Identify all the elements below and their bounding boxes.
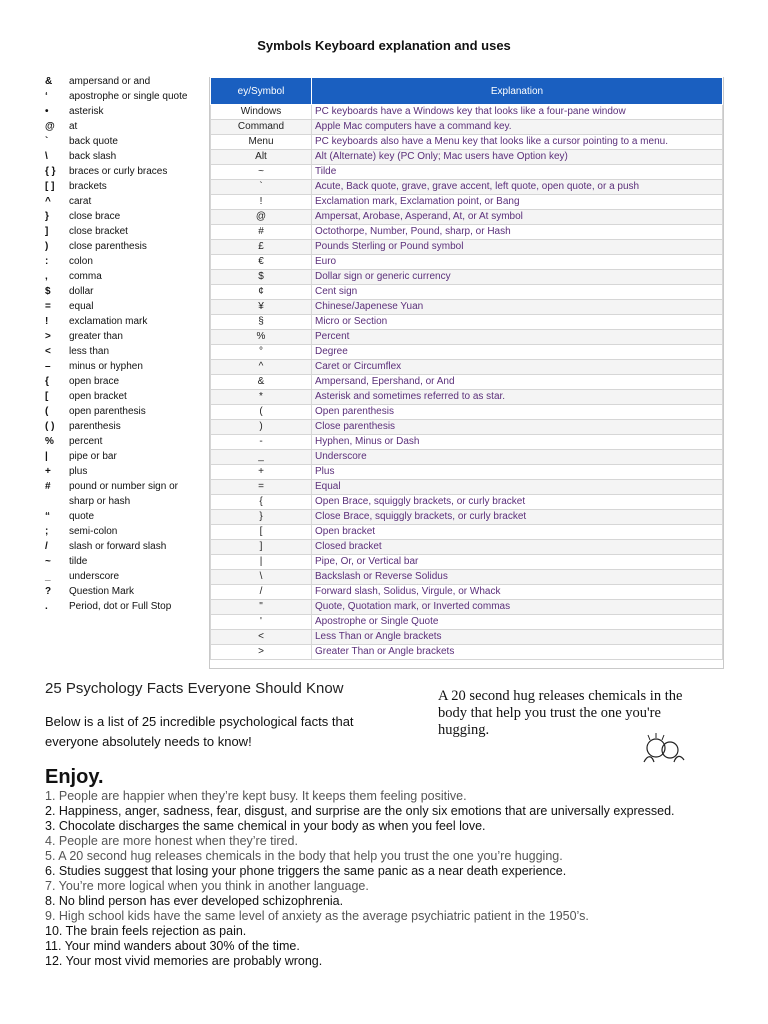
explanation-cell: Open Brace, squiggly brackets, or curly bracket (312, 495, 723, 510)
symbol-list-item (45, 119, 205, 134)
explanation-cell: Alt (Alternate) key (PC Only; Mac users have Option key) (312, 150, 723, 165)
explanation-cell: Percent (312, 330, 723, 345)
symbol-description: open brace (69, 376, 120, 387)
symbol-description: percent (69, 436, 103, 447)
key-cell: \ (211, 570, 312, 585)
key-cell: " (211, 600, 312, 615)
symbol-char: & (45, 76, 53, 87)
symbol-char: ] (45, 226, 49, 237)
symbol-list-item (45, 179, 205, 194)
key-cell: - (211, 435, 312, 450)
symbol-list-item (45, 329, 205, 344)
explanation-cell: Open bracket (312, 525, 723, 540)
symbol-char: @ (45, 121, 55, 132)
symbol-list-item (45, 479, 205, 509)
symbol-description: close bracket (69, 226, 128, 237)
symbol-char: , (45, 271, 48, 282)
symbol-description: minus or hyphen (69, 361, 143, 372)
key-cell: < (211, 630, 312, 645)
table-row (211, 195, 723, 210)
symbol-list-item (45, 89, 205, 104)
symbol-list-item (45, 134, 205, 149)
symbol-list-item (45, 434, 205, 449)
explanation-cell: PC keyboards have a Windows key that looks like a four-pane window (312, 105, 723, 120)
symbol-list-item (45, 299, 205, 314)
symbol-description: tilde (69, 556, 88, 567)
table-row (211, 495, 723, 510)
table-row (211, 645, 723, 660)
table-row (211, 525, 723, 540)
table-row (211, 540, 723, 555)
symbol-char: ( ) (45, 421, 55, 432)
fact-item: 2. Happiness, anger, sadness, fear, disgust, and surprise are the only six emotions that are universally expressed. (45, 804, 675, 818)
table-row (211, 405, 723, 420)
symbol-char: [ ] (45, 181, 55, 192)
explanation-cell: Closed bracket (312, 540, 723, 555)
table-row (211, 270, 723, 285)
symbol-char: ‘ (45, 91, 48, 102)
explanation-cell: Plus (312, 465, 723, 480)
table-row (211, 510, 723, 525)
symbol-description: plus (69, 466, 88, 477)
key-cell: ^ (211, 360, 312, 375)
table-row (211, 225, 723, 240)
key-cell: $ (211, 270, 312, 285)
symbol-char: ` (45, 136, 49, 147)
key-cell: | (211, 555, 312, 570)
key-cell: ¢ (211, 285, 312, 300)
symbol-list-item (45, 599, 205, 614)
key-cell: ] (211, 540, 312, 555)
keyboard-symbol-table (210, 77, 723, 660)
fact-item: 7. You’re more logical when you think in another language. (45, 879, 369, 893)
symbol-description: exclamation mark (69, 316, 148, 327)
symbol-description: pipe or bar (69, 451, 117, 462)
table-row (211, 105, 723, 120)
explanation-cell: Pounds Sterling or Pound symbol (312, 240, 723, 255)
symbol-description: ampersand or and (69, 76, 151, 87)
key-cell: _ (211, 450, 312, 465)
symbol-description: greater than (69, 331, 123, 342)
explanation-cell: Octothorpe, Number, Pound, sharp, or Hash (312, 225, 723, 240)
symbol-list-item (45, 464, 205, 479)
explanation-cell: PC keyboards also have a Menu key that looks like a cursor pointing to a menu. (312, 135, 723, 150)
explanation-cell: Forward slash, Solidus, Virgule, or Whack (312, 585, 723, 600)
fact-item: 10. The brain feels rejection as pain. (45, 924, 247, 938)
table-row (211, 420, 723, 435)
symbol-list-item (45, 539, 205, 554)
table-row (211, 120, 723, 135)
explanation-cell: Close Brace, squiggly brackets, or curly bracket (312, 510, 723, 525)
symbol-char: ) (45, 241, 49, 252)
explanation-cell: Ampersand, Epershand, or And (312, 375, 723, 390)
symbol-list-item (45, 164, 205, 179)
key-cell: / (211, 585, 312, 600)
symbol-list-item (45, 104, 205, 119)
symbol-char: : (45, 256, 49, 267)
table-row (211, 570, 723, 585)
symbol-char: \ (45, 151, 48, 162)
symbol-char: { (45, 376, 49, 387)
symbol-list-item (45, 389, 205, 404)
symbol-list-item (45, 509, 205, 524)
key-cell: # (211, 225, 312, 240)
page-title: Symbols Keyboard explanation and uses (257, 38, 511, 53)
symbol-char: “ (45, 511, 50, 522)
key-cell: ' (211, 615, 312, 630)
hug-image-caption: A 20 second hug releases chemicals in the body that help you trust the one you're hugging. (438, 688, 683, 738)
key-cell: § (211, 315, 312, 330)
symbol-list-item (45, 194, 205, 209)
explanation-cell: Equal (312, 480, 723, 495)
symbol-list-item (45, 344, 205, 359)
symbol-description: braces or curly braces (69, 166, 168, 177)
symbol-list-item (45, 149, 205, 164)
explanation-cell: Apostrophe or Single Quote (312, 615, 723, 630)
key-cell: % (211, 330, 312, 345)
key-cell: Alt (211, 150, 312, 165)
fact-item: 1. People are happier when they’re kept busy. It keeps them feeling positive. (45, 789, 467, 803)
symbol-list-item (45, 239, 205, 254)
psychology-intro: Below is a list of 25 incredible psychological facts that everyone absolutely needs to know! (45, 714, 354, 749)
explanation-cell: Quote, Quotation mark, or Inverted commas (312, 600, 723, 615)
table-row (211, 630, 723, 645)
explanation-cell: Ampersat, Arobase, Asperand, At, or At symbol (312, 210, 723, 225)
fact-item: 9. High school kids have the same level of anxiety as the average psychiatric patient in the 1950’s. (45, 909, 589, 923)
key-cell: ° (211, 345, 312, 360)
hug-drawing-icon (636, 732, 688, 766)
fact-item: 5. A 20 second hug releases chemicals in the body that help you trust the one you’re hugging. (45, 849, 563, 863)
key-cell: * (211, 390, 312, 405)
symbol-char: _ (45, 571, 51, 582)
symbol-list-item (45, 419, 205, 434)
symbol-char: – (45, 361, 51, 372)
explanation-cell: Close parenthesis (312, 420, 723, 435)
key-cell: Command (211, 120, 312, 135)
explanation-cell: Tilde (312, 165, 723, 180)
keyboard-table-container (209, 77, 724, 669)
hug-image (438, 688, 688, 768)
symbol-list-item (45, 254, 205, 269)
key-cell: } (211, 510, 312, 525)
key-cell: € (211, 255, 312, 270)
enjoy-heading: Enjoy. (45, 766, 104, 788)
symbol-description: close brace (69, 211, 121, 222)
key-cell: ` (211, 180, 312, 195)
key-cell: ) (211, 420, 312, 435)
symbol-list-item (45, 314, 205, 329)
symbol-list-item (45, 374, 205, 389)
symbol-char: + (45, 466, 51, 477)
explanation-cell: Euro (312, 255, 723, 270)
table-row (211, 360, 723, 375)
symbol-description: brackets (69, 181, 107, 192)
symbol-char: } (45, 211, 49, 222)
fact-item: 8. No blind person has ever developed schizophrenia. (45, 894, 344, 908)
table-row (211, 255, 723, 270)
key-cell: ¥ (211, 300, 312, 315)
symbol-list-item (45, 554, 205, 569)
table-row (211, 165, 723, 180)
table-row (211, 315, 723, 330)
key-cell: = (211, 480, 312, 495)
symbol-description: asterisk (69, 106, 104, 117)
table-row (211, 180, 723, 195)
table-row (211, 375, 723, 390)
explanation-cell: Less Than or Angle brackets (312, 630, 723, 645)
fact-item: 6. Studies suggest that losing your phone triggers the same panic as a near death experience. (45, 864, 567, 878)
key-cell: £ (211, 240, 312, 255)
symbol-description: slash or forward slash (69, 541, 167, 552)
explanation-cell: Dollar sign or generic currency (312, 270, 723, 285)
symbol-description: parenthesis (69, 421, 121, 432)
symbol-char: { } (45, 166, 56, 177)
symbol-description: colon (69, 256, 93, 267)
symbol-list-item (45, 569, 205, 584)
symbol-list-item (45, 284, 205, 299)
symbol-list-item (45, 224, 205, 239)
table-row (211, 285, 723, 300)
symbol-description: Period, dot or Full Stop (69, 601, 172, 612)
explanation-cell: Cent sign (312, 285, 723, 300)
symbol-char: % (45, 436, 54, 447)
key-cell: > (211, 645, 312, 660)
table-row (211, 210, 723, 225)
symbol-char: $ (45, 286, 51, 297)
table-row (211, 435, 723, 450)
explanation-cell: Open parenthesis (312, 405, 723, 420)
table-row (211, 465, 723, 480)
symbol-description: carat (69, 196, 92, 207)
symbol-list-item (45, 404, 205, 419)
symbol-char: ( (45, 406, 49, 417)
table-row (211, 135, 723, 150)
key-cell: @ (211, 210, 312, 225)
symbol-list-item (45, 209, 205, 224)
psychology-heading: 25 Psychology Facts Everyone Should Know (45, 680, 344, 697)
fact-item: 12. Your most vivid memories are probably wrong. (45, 954, 323, 968)
key-cell: Menu (211, 135, 312, 150)
symbol-list (45, 74, 205, 614)
table-row (211, 480, 723, 495)
key-cell: + (211, 465, 312, 480)
symbol-char: # (45, 481, 51, 492)
symbol-description: less than (69, 346, 110, 357)
symbol-description: underscore (69, 571, 120, 582)
explanation-cell: Caret or Circumflex (312, 360, 723, 375)
symbol-char: ~ (45, 556, 51, 567)
table-row (211, 330, 723, 345)
symbol-char: . (45, 601, 48, 612)
explanation-cell: Pipe, Or, or Vertical bar (312, 555, 723, 570)
symbol-list-item (45, 584, 205, 599)
explanation-cell: Exclamation mark, Exclamation point, or Bang (312, 195, 723, 210)
key-cell: & (211, 375, 312, 390)
table-row (211, 585, 723, 600)
explanation-cell: Degree (312, 345, 723, 360)
table-row (211, 555, 723, 570)
symbol-char: = (45, 301, 51, 312)
key-cell: Windows (211, 105, 312, 120)
table-row (211, 150, 723, 165)
symbol-char: > (45, 331, 51, 342)
symbol-description: semi-colon (69, 526, 118, 537)
symbol-description: Question Mark (69, 586, 135, 597)
key-cell: ! (211, 195, 312, 210)
column-header-explanation: Explanation (312, 78, 723, 105)
table-row (211, 390, 723, 405)
table-row (211, 615, 723, 630)
symbol-description: at (69, 121, 78, 132)
key-cell: { (211, 495, 312, 510)
symbol-char: ? (45, 586, 52, 597)
symbol-char: < (45, 346, 51, 357)
symbol-list-item (45, 269, 205, 284)
explanation-cell: Underscore (312, 450, 723, 465)
symbol-list-item (45, 359, 205, 374)
symbol-list-item (45, 524, 205, 539)
symbol-description: back quote (69, 136, 118, 147)
symbol-char: / (45, 541, 48, 552)
table-row (211, 240, 723, 255)
symbol-char: • (45, 106, 49, 117)
symbol-char: ; (45, 526, 49, 537)
explanation-cell: Asterisk and sometimes referred to as star. (312, 390, 723, 405)
explanation-cell: Hyphen, Minus or Dash (312, 435, 723, 450)
symbol-char: ^ (45, 196, 51, 207)
symbol-list-item (45, 449, 205, 464)
fact-item: 4. People are more honest when they’re tired. (45, 834, 298, 848)
table-row (211, 600, 723, 615)
key-cell: ( (211, 405, 312, 420)
symbol-description: comma (69, 271, 102, 282)
symbol-description: back slash (69, 151, 117, 162)
symbol-description: open bracket (69, 391, 127, 402)
explanation-cell: Apple Mac computers have a command key. (312, 120, 723, 135)
symbol-description: close parenthesis (69, 241, 147, 252)
symbol-description: apostrophe or single quote (69, 91, 188, 102)
explanation-cell: Micro or Section (312, 315, 723, 330)
symbol-char: ! (45, 316, 49, 327)
explanation-cell: Backslash or Reverse Solidus (312, 570, 723, 585)
symbol-description: dollar (69, 286, 94, 297)
table-row (211, 450, 723, 465)
explanation-cell: Greater Than or Angle brackets (312, 645, 723, 660)
symbol-description: quote (69, 511, 95, 522)
fact-item: 3. Chocolate discharges the same chemical in your body as when you feel love. (45, 819, 486, 833)
table-row (211, 345, 723, 360)
symbol-description: open parenthesis (69, 406, 146, 417)
table-row (211, 300, 723, 315)
symbol-char: | (45, 451, 48, 462)
symbol-description: equal (69, 301, 94, 312)
table-header-row (211, 78, 723, 105)
key-cell: ~ (211, 165, 312, 180)
symbol-list-item (45, 74, 205, 89)
facts-list (45, 789, 745, 969)
column-header-key: ey/Symbol (211, 78, 312, 105)
symbol-char: [ (45, 391, 49, 402)
explanation-cell: Chinese/Japenese Yuan (312, 300, 723, 315)
key-cell: [ (211, 525, 312, 540)
fact-item: 11. Your mind wanders about 30% of the time. (45, 939, 300, 953)
symbol-description: pound or number sign or sharp or hash (69, 481, 178, 507)
explanation-cell: Acute, Back quote, grave, grave accent, left quote, open quote, or a push (312, 180, 723, 195)
